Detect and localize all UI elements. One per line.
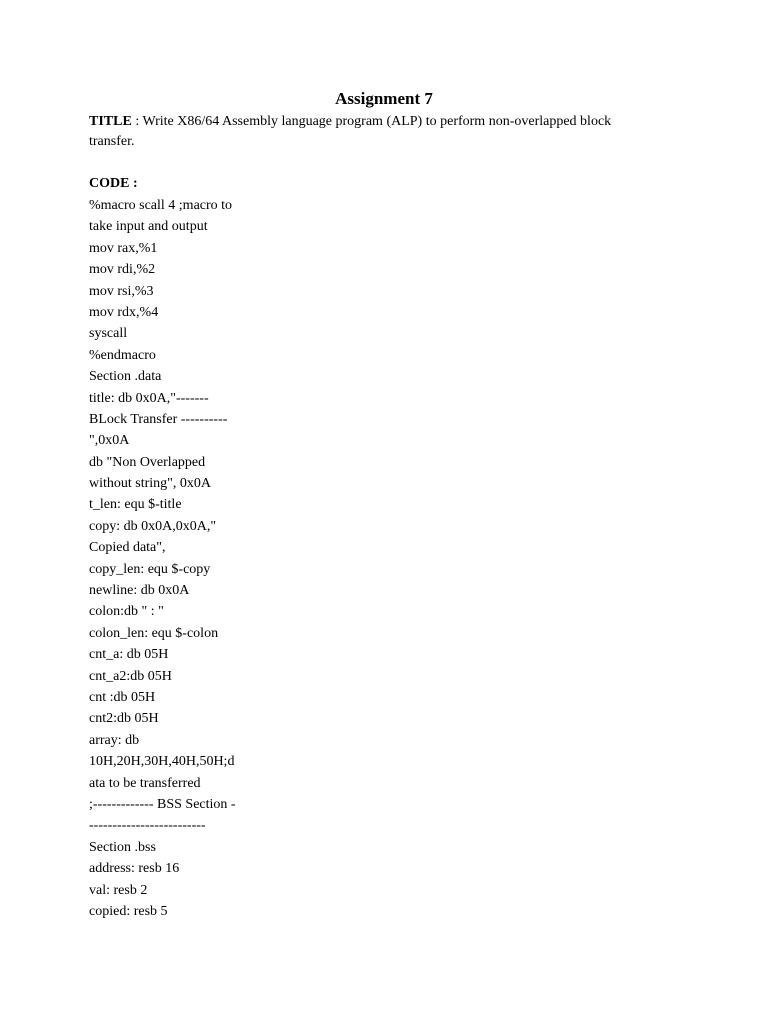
code-line: t_len: equ $-title	[89, 497, 182, 513]
code-line: copy: db 0x0A,0x0A,"	[89, 518, 217, 534]
code-line: cnt_a2:db 05H	[89, 668, 172, 684]
code-line: mov rsi,%3	[89, 283, 154, 299]
code-line: BLock Transfer ----------	[89, 411, 228, 427]
code-label: CODE :	[89, 176, 138, 191]
code-line: Copied data",	[89, 540, 166, 556]
code-line: mov rdx,%4	[89, 304, 159, 320]
code-line: copied: resb 5	[89, 903, 168, 919]
code-line: newline: db 0x0A	[89, 583, 190, 599]
code-line: ata to be transferred	[89, 775, 201, 791]
code-line: colon_len: equ $-colon	[89, 625, 219, 641]
title-paragraph	[89, 112, 649, 152]
code-line: cnt :db 05H	[89, 689, 156, 705]
code-line: array: db	[89, 732, 140, 748]
code-line: cnt2:db 05H	[89, 711, 159, 727]
title-label: TITLE	[89, 114, 132, 129]
code-line: %endmacro	[89, 347, 156, 363]
code-line: without string", 0x0A	[89, 476, 211, 492]
code-line: title: db 0x0A,"-------	[89, 390, 209, 406]
code-line: mov rax,%1	[89, 240, 158, 256]
code-line: copy_len: equ $-copy	[89, 561, 211, 577]
code-line: 10H,20H,30H,40H,50H;d	[89, 754, 235, 770]
code-line: cnt_a: db 05H	[89, 647, 169, 663]
code-line: Section .bss	[89, 839, 156, 855]
code-line: ;------------- BSS Section -	[89, 796, 236, 812]
code-line: ",0x0A	[89, 433, 130, 449]
assignment-heading: Assignment 7	[335, 89, 433, 108]
code-line: syscall	[89, 326, 128, 342]
code-line: colon:db " : "	[89, 604, 164, 620]
code-line: Section .data	[89, 369, 162, 385]
code-line: address: resb 16	[89, 861, 180, 877]
code-line: db "Non Overlapped	[89, 454, 206, 470]
code-line: val: resb 2	[89, 882, 148, 898]
title-text: : Write X86/64 Assembly language program (ALP) to perform non-overlapped block transfer.	[89, 114, 612, 149]
code-listing	[89, 195, 259, 922]
code-line: %macro scall 4 ;macro to	[89, 198, 233, 213]
code-line: take input and output	[89, 219, 208, 235]
code-line: mov rdi,%2	[89, 262, 156, 278]
code-line: -------------------------	[89, 818, 206, 834]
